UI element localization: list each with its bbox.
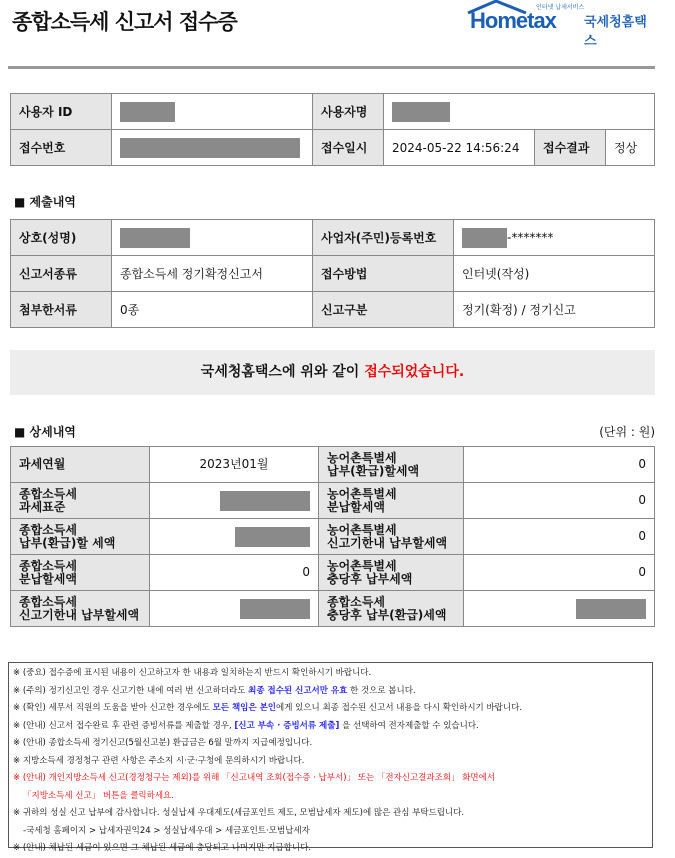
user-info-table (10, 93, 655, 166)
redacted-cell (464, 591, 655, 627)
form-type-label: 신고서종류 (11, 256, 112, 292)
receipt-date-label: 접수일시 (313, 130, 384, 166)
detail-value: 0 (464, 519, 655, 555)
form-type: 종합소득세 정기확정신고서 (112, 256, 313, 292)
reg-no-suffix: -******* (507, 230, 554, 244)
redacted (120, 228, 190, 248)
detail-label: 종합소득세 신고기한내 납부할세액 (11, 591, 150, 627)
note: ※ 귀하의 성실 신고 납부에 감사합니다. 성실납세 우대제도(세금포인트 제도, 모범납세자 제도)에 많은 관심 부탁드립니다. (13, 808, 465, 818)
note: ※ (중요) 접수증에 표시된 내용이 신고하고자 한 내용과 일치하는지 반드시 확인하시기 바랍니다. (13, 668, 372, 678)
detail-label: 종합소득세 과세표준 (11, 483, 150, 519)
redacted-cell (150, 483, 319, 519)
note: ※ (안내) 종합소득세 정기신고(5월신고분) 환급금은 6월 말까지 지급예정입니다. (13, 738, 313, 748)
note: ※ (안내) 개인지방소득세 신고(경정청구는 제외)를 위해 「신고내역 조회(접수증 · 납부서)」 또는 「전자신고결과조회」 화면에서 (13, 773, 496, 783)
detail-label: 종합소득세 납부(환급)할 세액 (11, 519, 150, 555)
note: ※ (안내) 체납된 세금이 있으면 그 체납된 세금에 충당되고 나머지만 지급합니다. (13, 843, 312, 853)
submission-section-title: ■ 제출내역 (14, 195, 76, 209)
detail-label: 농어촌특별세 충당후 납부세액 (319, 555, 464, 591)
detail-row (11, 447, 655, 483)
logo-tagline: 인터넷 납세서비스 (536, 4, 585, 11)
user-name-label: 사용자명 (313, 94, 384, 130)
divider (8, 66, 655, 69)
detail-value: 0 (464, 555, 655, 591)
detail-row (11, 591, 655, 627)
note: ※ 지방소득세 경정청구 관련 사항은 주소지 시·군·구청에 문의하시기 바랍니다. (13, 755, 305, 766)
unit-label: (단위 : 원) (599, 425, 655, 439)
page-title: 종합소득세 신고서 접수증 (12, 10, 237, 34)
receipt-no-label: 접수번호 (11, 130, 112, 166)
detail-label: 농어촌특별세 신고기한내 납부할세액 (319, 519, 464, 555)
detail-value: 0 (464, 447, 655, 483)
redacted (235, 527, 310, 547)
redacted (220, 491, 310, 511)
redacted (576, 599, 646, 619)
detail-label: 농어촌특별세 분납할세액 (319, 483, 464, 519)
note: 「지방소득세 신고」 버튼을 클릭하세요. (23, 790, 174, 801)
redacted (240, 599, 310, 619)
banner-highlight: 접수되었습니다. (364, 364, 465, 380)
note: -국세청 홈페이지 > 납세자권익24 > 성실납세우대 > 세금포인트·모범납세자 (23, 825, 310, 836)
note: ※ (주의) 정기신고인 경우 신고기한 내에 여러 번 신고하더라도 최종 접수된 신고서만 유효 한 것으로 봅니다. (13, 685, 416, 696)
redacted (120, 138, 300, 158)
submission-table (10, 219, 655, 328)
detail-label: 과세연월 (11, 447, 150, 483)
redacted-cell (150, 519, 319, 555)
notes-box (8, 662, 653, 853)
detail-value: 0 (464, 483, 655, 519)
trade-name-label: 상호(성명) (11, 220, 112, 256)
method: 인터넷(작성) (454, 256, 655, 292)
redacted (392, 102, 450, 122)
detail-row (11, 519, 655, 555)
banner-text: 국세청홈택스에 위와 같이 (200, 364, 365, 380)
result-value: 정상 (606, 130, 655, 166)
redacted (120, 102, 175, 122)
attach: 0종 (112, 292, 313, 328)
receipt-date: 2024-05-22 14:56:24 (384, 130, 535, 166)
detail-label: 종합소득세 분납할세액 (11, 555, 150, 591)
detail-label: 농어촌특별세 납부(환급)할세액 (319, 447, 464, 483)
note: ※ (안내) 신고서 접수완료 후 관련 증빙서류를 제출할 경우, [신고 부속 · 증빙서류 제출] 을 선택하여 전자제출할 수 있습니다. (13, 720, 479, 731)
method-label: 접수방법 (313, 256, 454, 292)
confirmation-banner (10, 350, 655, 395)
detail-value: 2023년01월 (150, 447, 319, 483)
detail-value: 0 (150, 555, 319, 591)
note: ※ (확인) 세무서 직원의 도움을 받아 신고한 경우에도 모든 책임은 본인에게 있으니 최종 접수된 신고서 내용을 다시 확인하시기 바랍니다. (13, 703, 523, 713)
detail-section-title: ■ 상세내역 (14, 425, 76, 439)
detail-row (11, 483, 655, 519)
logo-brand: Hometax (470, 8, 556, 33)
kind: 정기(확정) / 정기신고 (454, 292, 655, 328)
attach-label: 첨부한서류 (11, 292, 112, 328)
hometax-logo (466, 0, 656, 49)
result-label: 접수결과 (535, 130, 606, 166)
logo-kr: 국세청홈택스 (584, 15, 647, 49)
kind-label: 신고구분 (313, 292, 454, 328)
detail-row (11, 555, 655, 591)
redacted-cell (150, 591, 319, 627)
reg-no-label: 사업자(주민)등록번호 (313, 220, 454, 256)
redacted (462, 228, 507, 248)
detail-table (10, 446, 655, 627)
user-id-label: 사용자 ID (11, 94, 112, 130)
detail-label: 종합소득세 충당후 납부(환급)세액 (319, 591, 464, 627)
